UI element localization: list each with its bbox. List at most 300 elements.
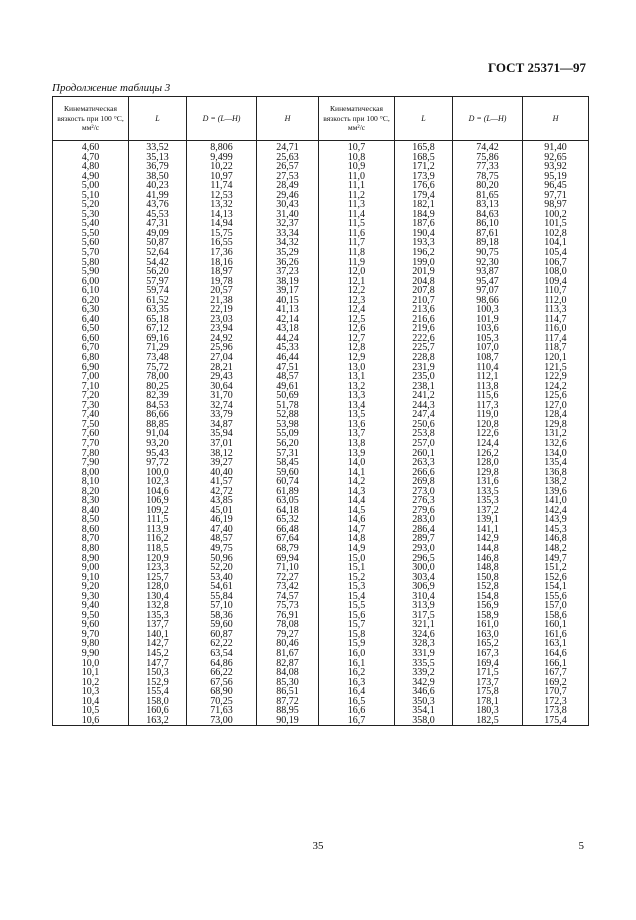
table-row: [53, 277, 589, 287]
table-cell: 30,43: [257, 200, 319, 210]
table-cell: 34,87: [187, 420, 257, 430]
table-cell: 14,4: [319, 496, 395, 506]
table-cell: 91,40: [523, 141, 589, 153]
table-cell: 139,6: [523, 487, 589, 497]
table-cell: 78,75: [453, 172, 523, 182]
table-cell: 11,9: [319, 258, 395, 268]
table-cell: 6,10: [53, 286, 129, 296]
table-cell: 10,97: [187, 172, 257, 182]
table-cell: 49,75: [187, 544, 257, 554]
table-cell: 119,0: [453, 410, 523, 420]
table-cell: 6,70: [53, 343, 129, 353]
table-cell: 42,72: [187, 487, 257, 497]
table-cell: 86,66: [129, 410, 187, 420]
table-row: [53, 496, 589, 506]
table-cell: 190,4: [395, 229, 453, 239]
table-cell: 12,4: [319, 305, 395, 315]
table-cell: 84,08: [257, 668, 319, 678]
table-cell: 157,0: [523, 601, 589, 611]
table-cell: 14,7: [319, 525, 395, 535]
table-row: [53, 487, 589, 497]
table-row: [53, 687, 589, 697]
table-cell: 4,60: [53, 141, 129, 153]
table-cell: 64,18: [257, 506, 319, 516]
table-cell: 10,8: [319, 153, 395, 163]
table-cell: 14,13: [187, 210, 257, 220]
table-cell: 10,7: [319, 141, 395, 153]
table-cell: 49,09: [129, 229, 187, 239]
table-row: [53, 238, 589, 248]
table-row: [53, 620, 589, 630]
table-cell: 125,7: [129, 573, 187, 583]
table-cell: 346,6: [395, 687, 453, 697]
table-row: [53, 506, 589, 516]
table-cell: 146,8: [453, 554, 523, 564]
table-cell: 105,4: [523, 248, 589, 258]
table-cell: 109,4: [523, 277, 589, 287]
table-cell: 52,64: [129, 248, 187, 258]
table-cell: 260,1: [395, 449, 453, 459]
table-cell: 75,73: [257, 601, 319, 611]
table-cell: 142,4: [523, 506, 589, 516]
table-cell: 241,2: [395, 391, 453, 401]
table-cell: 350,3: [395, 697, 453, 707]
table-row: [53, 563, 589, 573]
table-cell: 16,2: [319, 668, 395, 678]
table-row: [53, 200, 589, 210]
table-cell: 33,79: [187, 410, 257, 420]
table-cell: 10,0: [53, 659, 129, 669]
table-cell: 6,00: [53, 277, 129, 287]
table-cell: 49,61: [257, 382, 319, 392]
table-cell: 13,32: [187, 200, 257, 210]
table-cell: 113,8: [453, 382, 523, 392]
table-cell: 15,2: [319, 573, 395, 583]
table-cell: 113,3: [523, 305, 589, 315]
table-cell: 82,87: [257, 659, 319, 669]
table-cell: 180,3: [453, 706, 523, 716]
table-row: [53, 420, 589, 430]
table-cell: 134,0: [523, 449, 589, 459]
table-row: [53, 162, 589, 172]
table-cell: 156,9: [453, 601, 523, 611]
table-row: [53, 534, 589, 544]
viscosity-table: [52, 96, 589, 726]
table-cell: 65,18: [129, 315, 187, 325]
table-cell: 163,0: [453, 630, 523, 640]
table-cell: 40,15: [257, 296, 319, 306]
table-cell: 30,64: [187, 382, 257, 392]
table-cell: 11,3: [319, 200, 395, 210]
table-cell: 15,0: [319, 554, 395, 564]
table-cell: 87,61: [453, 229, 523, 239]
table-cell: 14,0: [319, 458, 395, 468]
table-cell: 109,2: [129, 506, 187, 516]
table-cell: 6,20: [53, 296, 129, 306]
table-row: [53, 153, 589, 163]
table-cell: 5,60: [53, 238, 129, 248]
table-cell: 44,24: [257, 334, 319, 344]
table-cell: 66,22: [187, 668, 257, 678]
table-cell: 244,3: [395, 401, 453, 411]
table-cell: 16,55: [187, 238, 257, 248]
header-viscosity-left: Кинематическая вязкость при 100 °С, мм²/с: [53, 97, 129, 141]
table-cell: 196,2: [395, 248, 453, 258]
table-row: [53, 296, 589, 306]
table-cell: 8,30: [53, 496, 129, 506]
table-cell: 78,08: [257, 620, 319, 630]
table-cell: 5,40: [53, 219, 129, 229]
table-cell: 116,0: [523, 324, 589, 334]
table-cell: 152,8: [453, 582, 523, 592]
table-cell: 60,87: [187, 630, 257, 640]
table-row: [53, 315, 589, 325]
table-cell: 15,5: [319, 601, 395, 611]
table-cell: 145,3: [523, 525, 589, 535]
table-row: [53, 353, 589, 363]
table-cell: 257,0: [395, 439, 453, 449]
table-cell: 335,5: [395, 659, 453, 669]
table-cell: 155,6: [523, 592, 589, 602]
table-cell: 9,30: [53, 592, 129, 602]
table-cell: 128,4: [523, 410, 589, 420]
header-L-left: L: [129, 97, 187, 141]
table-cell: 171,5: [453, 668, 523, 678]
table-cell: 164,6: [523, 649, 589, 659]
table-cell: 5,00: [53, 181, 129, 191]
table-cell: 97,71: [523, 191, 589, 201]
table-row: [53, 343, 589, 353]
table-cell: 52,20: [187, 563, 257, 573]
table-cell: 213,6: [395, 305, 453, 315]
table-cell: 28,21: [187, 363, 257, 373]
table-cell: 100,3: [453, 305, 523, 315]
table-cell: 31,40: [257, 210, 319, 220]
table-row: [53, 525, 589, 535]
table-cell: 16,1: [319, 659, 395, 669]
table-cell: 11,7: [319, 238, 395, 248]
table-cell: 170,7: [523, 687, 589, 697]
table-cell: 51,78: [257, 401, 319, 411]
table-cell: 95,19: [523, 172, 589, 182]
table-cell: 34,32: [257, 238, 319, 248]
table-cell: 57,10: [187, 601, 257, 611]
table-cell: 17,36: [187, 248, 257, 258]
table-cell: 175,4: [523, 716, 589, 726]
table-cell: 8,70: [53, 534, 129, 544]
table-cell: 165,2: [453, 639, 523, 649]
table-row: [53, 639, 589, 649]
table-cell: 95,47: [453, 277, 523, 287]
table-cell: 253,8: [395, 429, 453, 439]
table-cell: 48,57: [257, 372, 319, 382]
table-cell: 8,806: [187, 141, 257, 153]
table-cell: 13,0: [319, 363, 395, 373]
table-cell: 38,12: [187, 449, 257, 459]
table-cell: 169,2: [523, 678, 589, 688]
table-cell: 53,98: [257, 420, 319, 430]
table-cell: 27,53: [257, 172, 319, 182]
table-cell: 13,7: [319, 429, 395, 439]
table-cell: 29,43: [187, 372, 257, 382]
table-cell: 12,9: [319, 353, 395, 363]
table-cell: 63,54: [187, 649, 257, 659]
table-cell: 59,60: [187, 620, 257, 630]
table-row: [53, 172, 589, 182]
table-cell: 33,34: [257, 229, 319, 239]
header-D-right: D = (L—H): [453, 97, 523, 141]
table-cell: 76,91: [257, 611, 319, 621]
table-cell: 21,38: [187, 296, 257, 306]
table-cell: 7,60: [53, 429, 129, 439]
table-row: [53, 611, 589, 621]
table-cell: 95,43: [129, 449, 187, 459]
table-cell: 63,05: [257, 496, 319, 506]
table-cell: 67,64: [257, 534, 319, 544]
table-cell: 80,20: [453, 181, 523, 191]
table-row: [53, 191, 589, 201]
table-cell: 4,90: [53, 172, 129, 182]
table-cell: 11,4: [319, 210, 395, 220]
table-cell: 263,3: [395, 458, 453, 468]
table-cell: 132,6: [523, 439, 589, 449]
table-cell: 8,00: [53, 468, 129, 478]
table-cell: 15,3: [319, 582, 395, 592]
table-cell: 69,16: [129, 334, 187, 344]
table-cell: 54,61: [187, 582, 257, 592]
table-cell: 163,2: [129, 716, 187, 726]
table-cell: 47,31: [129, 219, 187, 229]
table-cell: 22,19: [187, 305, 257, 315]
table-cell: 8,10: [53, 477, 129, 487]
table-cell: 8,20: [53, 487, 129, 497]
table-cell: 158,0: [129, 697, 187, 707]
table-cell: 219,6: [395, 324, 453, 334]
table-cell: 45,53: [129, 210, 187, 220]
table-cell: 161,6: [523, 630, 589, 640]
table-cell: 201,9: [395, 267, 453, 277]
table-cell: 173,7: [453, 678, 523, 688]
table-cell: 328,3: [395, 639, 453, 649]
table-cell: 142,7: [129, 639, 187, 649]
table-cell: 130,4: [129, 592, 187, 602]
table-cell: 47,51: [257, 363, 319, 373]
table-cell: 306,9: [395, 582, 453, 592]
table-row: [53, 449, 589, 459]
table-cell: 80,25: [129, 382, 187, 392]
table-cell: 103,6: [453, 324, 523, 334]
table-cell: 74,42: [453, 141, 523, 153]
table-cell: 78,00: [129, 372, 187, 382]
table-cell: 199,0: [395, 258, 453, 268]
table-cell: 15,8: [319, 630, 395, 640]
table-cell: 72,27: [257, 573, 319, 583]
table-cell: 122,9: [523, 372, 589, 382]
table-cell: 31,70: [187, 391, 257, 401]
table-cell: 115,6: [453, 391, 523, 401]
table-cell: 50,87: [129, 238, 187, 248]
table-cell: 151,2: [523, 563, 589, 573]
table-cell: 129,8: [453, 468, 523, 478]
table-cell: 53,40: [187, 573, 257, 583]
table-row: [53, 410, 589, 420]
table-cell: 46,19: [187, 515, 257, 525]
table-cell: 16,4: [319, 687, 395, 697]
table-row: [53, 716, 589, 726]
table-cell: 5,50: [53, 229, 129, 239]
table-cell: 4,80: [53, 162, 129, 172]
table-row: [53, 659, 589, 669]
table-cell: 289,7: [395, 534, 453, 544]
table-cell: 40,23: [129, 181, 187, 191]
table-cell: 283,0: [395, 515, 453, 525]
table-row: [53, 401, 589, 411]
table-cell: 8,50: [53, 515, 129, 525]
table-cell: 238,1: [395, 382, 453, 392]
table-cell: 9,60: [53, 620, 129, 630]
table-cell: 204,8: [395, 277, 453, 287]
table-row: [53, 582, 589, 592]
table-cell: 140,1: [129, 630, 187, 640]
table-cell: 14,5: [319, 506, 395, 516]
table-cell: 10,6: [53, 716, 129, 726]
table-cell: 61,52: [129, 296, 187, 306]
table-cell: 77,33: [453, 162, 523, 172]
table-cell: 48,57: [187, 534, 257, 544]
table-cell: 10,22: [187, 162, 257, 172]
table-cell: 321,1: [395, 620, 453, 630]
page-number-right: 5: [578, 840, 584, 852]
table-cell: 110,4: [453, 363, 523, 373]
table-cell: 7,80: [53, 449, 129, 459]
table-row: [53, 458, 589, 468]
table-cell: 29,46: [257, 191, 319, 201]
table-cell: 61,89: [257, 487, 319, 497]
table-cell: 129,8: [523, 420, 589, 430]
table-cell: 149,7: [523, 554, 589, 564]
table-cell: 15,9: [319, 639, 395, 649]
table-cell: 13,4: [319, 401, 395, 411]
table-cell: 171,2: [395, 162, 453, 172]
table-cell: 9,40: [53, 601, 129, 611]
table-cell: 84,53: [129, 401, 187, 411]
table-cell: 139,1: [453, 515, 523, 525]
table-cell: 88,85: [129, 420, 187, 430]
table-cell: 14,1: [319, 468, 395, 478]
table-cell: 62,22: [187, 639, 257, 649]
table-cell: 172,3: [523, 697, 589, 707]
table-cell: 18,97: [187, 267, 257, 277]
table-body: [53, 141, 589, 726]
table-cell: 11,5: [319, 219, 395, 229]
table-cell: 87,72: [257, 697, 319, 707]
table-cell: 131,2: [523, 429, 589, 439]
table-row: [53, 554, 589, 564]
table-cell: 13,6: [319, 420, 395, 430]
table-cell: 324,6: [395, 630, 453, 640]
table-cell: 13,2: [319, 382, 395, 392]
table-cell: 101,9: [453, 315, 523, 325]
table-cell: 228,8: [395, 353, 453, 363]
table-cell: 10,2: [53, 678, 129, 688]
table-cell: 81,65: [453, 191, 523, 201]
table-cell: 148,8: [453, 563, 523, 573]
table-cell: 293,0: [395, 544, 453, 554]
table-caption: Продолжение таблицы 3: [52, 82, 171, 94]
table-cell: 10,5: [53, 706, 129, 716]
table-cell: 15,75: [187, 229, 257, 239]
table-cell: 58,36: [187, 611, 257, 621]
table-cell: 42,14: [257, 315, 319, 325]
table-cell: 101,5: [523, 219, 589, 229]
table-cell: 15,1: [319, 563, 395, 573]
table-cell: 39,17: [257, 286, 319, 296]
table-cell: 104,6: [129, 487, 187, 497]
table-cell: 90,75: [453, 248, 523, 258]
table-cell: 102,3: [129, 477, 187, 487]
table-row: [53, 382, 589, 392]
table-cell: 85,30: [257, 678, 319, 688]
table-cell: 108,0: [523, 267, 589, 277]
table-cell: 38,50: [129, 172, 187, 182]
header-H-left: H: [257, 97, 319, 141]
table-cell: 9,10: [53, 573, 129, 583]
table-cell: 73,48: [129, 353, 187, 363]
table-cell: 46,44: [257, 353, 319, 363]
page-number-center: 35: [312, 840, 324, 852]
table-cell: 7,20: [53, 391, 129, 401]
table-cell: 105,3: [453, 334, 523, 344]
table-cell: 16,7: [319, 716, 395, 726]
table-cell: 339,2: [395, 668, 453, 678]
table-row: [53, 391, 589, 401]
table-cell: 14,2: [319, 477, 395, 487]
table-cell: 12,1: [319, 277, 395, 287]
table-cell: 303,4: [395, 573, 453, 583]
table-cell: 13,8: [319, 439, 395, 449]
table-cell: 13,3: [319, 391, 395, 401]
table-cell: 9,50: [53, 611, 129, 621]
table-cell: 102,8: [523, 229, 589, 239]
table-cell: 43,85: [187, 496, 257, 506]
table-cell: 11,1: [319, 181, 395, 191]
table-cell: 73,42: [257, 582, 319, 592]
table-cell: 247,4: [395, 410, 453, 420]
table-cell: 121,5: [523, 363, 589, 373]
table-cell: 90,19: [257, 716, 319, 726]
table-cell: 84,63: [453, 210, 523, 220]
table-cell: 12,0: [319, 267, 395, 277]
table-row: [53, 468, 589, 478]
table-cell: 65,32: [257, 515, 319, 525]
table-cell: 16,6: [319, 706, 395, 716]
table-cell: 133,5: [453, 487, 523, 497]
table-row: [53, 678, 589, 688]
table-cell: 12,6: [319, 324, 395, 334]
table-cell: 41,13: [257, 305, 319, 315]
table-cell: 126,2: [453, 449, 523, 459]
table-cell: 12,53: [187, 191, 257, 201]
table-cell: 169,4: [453, 659, 523, 669]
table-cell: 117,3: [453, 401, 523, 411]
table-cell: 35,94: [187, 429, 257, 439]
table-cell: 5,90: [53, 267, 129, 277]
table-cell: 10,4: [53, 697, 129, 707]
table-cell: 154,1: [523, 582, 589, 592]
table-cell: 117,4: [523, 334, 589, 344]
table-cell: 71,10: [257, 563, 319, 573]
table-cell: 124,4: [453, 439, 523, 449]
